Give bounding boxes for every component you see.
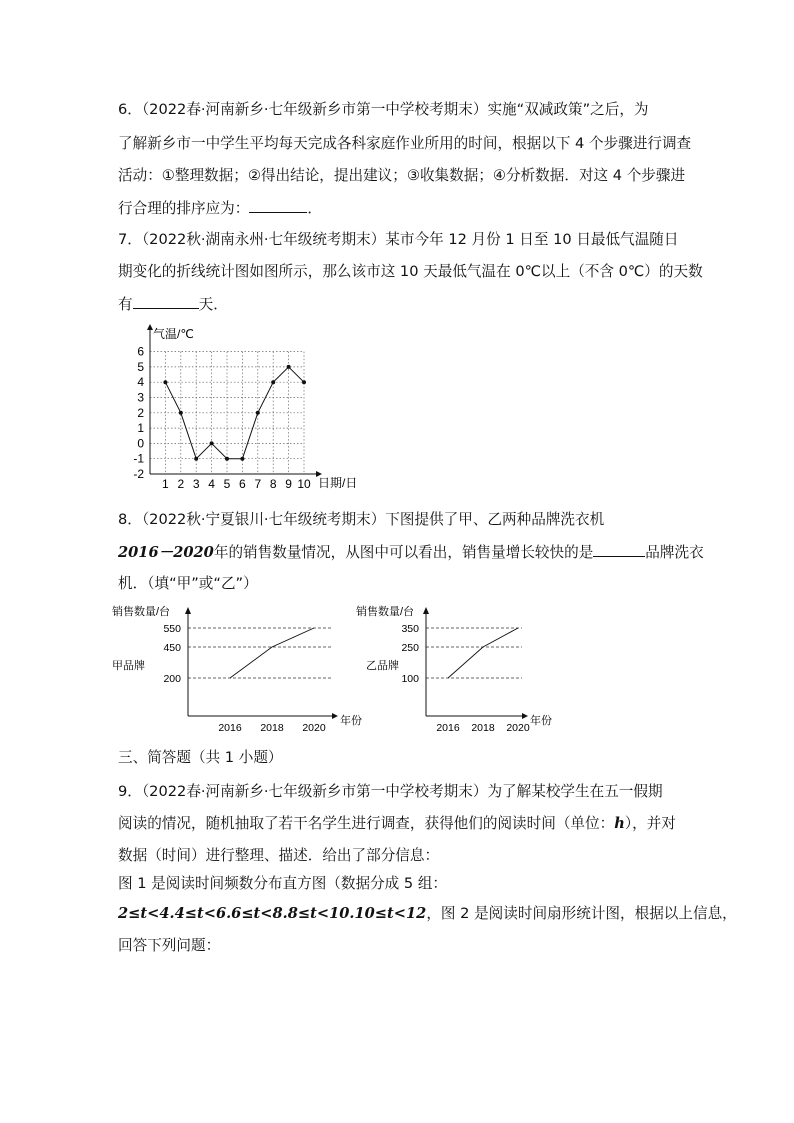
y-tick-label: 2 [137,405,144,420]
x-tick-label: 2020 [506,722,530,734]
x-axis-label: 日期/日 [318,476,358,490]
y-tick-label: -2 [133,467,144,481]
q8-line-2-text: 年的销售数量情况，从图中可以看出，销售量增长较快的是 [213,544,594,561]
data-point [210,441,214,445]
x-axis-arrow [522,713,528,719]
q6-answer-blank[interactable] [249,198,307,213]
section-heading: 三、简答题（共 1 小题） [118,749,283,766]
q8-answer-blank[interactable] [593,542,645,557]
q9-unit: h [614,815,625,832]
x-tick-label: 2018 [471,722,495,734]
q9-line-2-end: ），并对 [624,815,676,832]
x-tick-label: 4 [208,477,215,491]
q7-line-3 [118,294,228,315]
y-tick-label: 100 [401,673,419,685]
x-tick-label: 8 [269,477,277,491]
q6-line-4-text: 行合理的排序应为： [118,200,250,217]
q9-line-5-text: ，图 2 是阅读时间扇形统计图，根据以上信息， [426,905,737,922]
y-tick-label: -1 [133,451,144,466]
x-tick-label: 3 [192,477,200,491]
q8-line-2 [118,542,704,563]
brand-label: 甲品牌 [112,660,145,672]
q9-line-2-text: 阅读的情况，随机抽取了若干名学生进行调查，获得他们的阅读时间（单位： [118,815,615,832]
q8-line-1: 8．（2022秋·宁夏银川·七年级统考期末）下图提供了甲、乙两种品牌洗衣机 [118,511,605,528]
x-tick-label: 6 [239,477,246,491]
q8-line-2-end: 品牌洗衣 [645,544,704,561]
q7-line-2: 期变化的折线统计图如图所示，那么该市这 10 天最低气温在 0℃以上（不含 0℃）的天数 [118,263,703,280]
data-point [225,457,229,461]
q9-line-2 [118,814,676,834]
y-axis-label: 销售数量/台 [112,606,171,618]
q9-line-3: 数据（时间）进行整理、描述．给出了部分信息： [118,847,440,864]
q9-line-5 [118,904,737,924]
data-point [287,365,291,369]
q8-year-range: 2016－2020 [118,544,214,561]
data-point [194,457,198,461]
q6-line-2: 了解新乡市一中学生平均每天完成各科家庭作业所用的时间，根据以下 4 个步骤进行调查 [118,135,692,152]
y-tick-label: 550 [163,623,181,635]
q7-line-1: 7．（2022秋·湖南永州·七年级统考期末）某市今年 12 月份 1 日至 10 日最低气温随日 [118,231,679,248]
y-axis-label: 销售数量/台 [356,606,415,618]
q6-line-1: 6．（2022春·河南新乡·七年级新乡市第一中学校考期末）实施“双减政策”之后，为 [118,101,649,118]
x-tick-label: 2020 [302,722,326,734]
q7-line-3-text: 有 [118,296,133,313]
x-tick-label: 10 [297,477,311,491]
q7-answer-blank[interactable] [133,294,199,309]
q9-line-1: 9．（2022春·河南新乡·七年级新乡市第一中学校考期末）为了解某校学生在五一假期 [118,783,663,800]
y-tick-label: 4 [137,375,144,390]
x-tick-label: 2018 [260,722,284,734]
sales-series-line [448,628,518,678]
brand-label: 乙品牌 [366,660,399,672]
x-axis-label: 年份 [530,715,552,727]
x-tick-label: 5 [223,477,231,491]
brand-jia-sales-chart [112,600,362,736]
data-point [163,380,167,384]
q6-line-4 [118,198,322,219]
y-tick-label: 250 [401,642,419,654]
q7-line-3-end: 天． [198,296,228,313]
y-tick-label: 5 [137,359,144,374]
x-tick-label: 7 [254,477,262,491]
y-tick-label: 3 [137,390,144,405]
y-axis-label: 气温/℃ [153,327,194,341]
data-point [256,411,260,415]
data-point [302,380,306,384]
x-tick-label: 1 [162,477,169,491]
data-point [240,457,244,461]
x-tick-label: 2016 [436,722,460,734]
sales-series-line [230,628,314,678]
x-axis-arrow [332,713,338,719]
q8-line-3: 机．（填“甲”或“乙”） [118,575,258,592]
data-point [271,380,275,384]
temperature-line-chart [112,322,362,494]
q6-line-4-end: ． [307,200,322,217]
y-tick-label: 200 [163,673,181,685]
q9-line-4: 图 1 是阅读时间频数分布直方图（数据分成 5 组： [118,875,448,892]
q6-line-3: 活动：①整理数据；②得出结论，提出建议；③收集数据；④分析数据．对这 4 个步骤进 [118,167,686,184]
x-tick-label: 2016 [218,722,242,734]
y-tick-label: 350 [401,623,419,635]
q9-line-6: 回答下列问题： [118,937,221,954]
data-point [179,411,183,415]
q9-groups-math: 2≤t<4.4≤t<6.6≤t<8.8≤t<10.10≤t<12 [118,905,427,922]
brand-yi-sales-chart [352,600,562,736]
x-tick-label: 9 [285,477,292,491]
y-tick-label: 6 [137,344,144,359]
y-axis-arrow [423,607,429,614]
y-axis-arrow [185,607,191,614]
x-axis-label: 年份 [340,715,362,727]
y-tick-label: 450 [163,642,181,654]
y-tick-label: 0 [137,436,144,451]
x-tick-label: 2 [177,477,185,491]
y-tick-label: 1 [137,421,144,436]
